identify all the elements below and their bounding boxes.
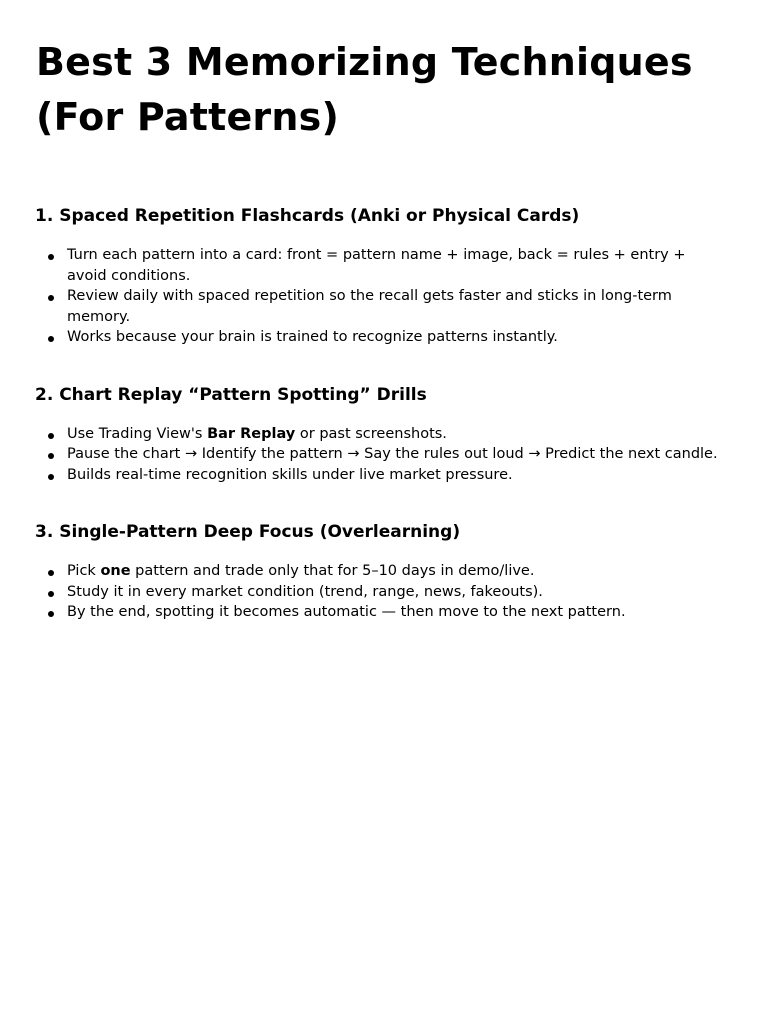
list-item-text-bold: Bar Replay (207, 425, 296, 442)
list-item (36, 424, 728, 445)
list-item (36, 602, 728, 623)
list-item (36, 561, 728, 582)
list-item-text-pre: Pick (67, 563, 101, 579)
bullet-dot-icon (48, 453, 54, 459)
list-item-text: By the end, spotting it becomes automatic — then move to the next pattern. (67, 604, 626, 620)
list-item-text: Study it in every market condition (trend, range, news, fakeouts). (67, 583, 543, 600)
list-item-text: Works because your brain is trained to recognize patterns instantly. (67, 329, 558, 345)
technique-section-2 (36, 382, 728, 486)
list-item-text-bold: one (100, 563, 131, 579)
page-title-line-2: (For Patterns) (36, 95, 340, 139)
bullet-dot-icon (48, 474, 54, 480)
technique-section-3 (36, 519, 728, 623)
bullet-dot-icon (48, 570, 54, 576)
bullet-list (36, 424, 728, 486)
list-item-text-post: pattern and trade only that for 5–10 days in demo/live. (130, 563, 535, 579)
list-item-text: Pause the chart → Identify the pattern → Say the rules out loud → Predict the next candle. (67, 446, 718, 462)
page-title-line-1: Best 3 Memorizing Techniques (36, 40, 693, 84)
list-item (36, 582, 728, 603)
list-item (36, 327, 728, 348)
section-heading: 3. Single-Pattern Deep Focus (Overlearning) (35, 522, 461, 542)
bullet-dot-icon (48, 254, 54, 260)
list-item-text: Builds real-time recognition skills under live market pressure. (67, 466, 513, 483)
bullet-dot-icon (48, 433, 54, 439)
list-item (36, 286, 728, 327)
bullet-dot-icon (48, 591, 54, 597)
page-title (36, 35, 728, 145)
list-item-text-pre: Use Trading View's (67, 425, 208, 442)
bullet-list (36, 561, 728, 623)
list-item-text-post: or past screenshots. (295, 425, 447, 442)
section-heading: 2. Chart Replay “Pattern Spotting” Drills (35, 384, 427, 405)
list-item (36, 465, 728, 486)
list-item-text: Review daily with spaced repetition so the recall gets faster and sticks in long-term memory. (67, 288, 672, 325)
bullet-dot-icon (48, 336, 54, 342)
list-item (36, 444, 728, 465)
bullet-list (36, 245, 728, 348)
list-item (36, 245, 728, 286)
list-item-text: Turn each pattern into a card: front = pattern name + image, back = rules + entry + avoid conditions. (67, 247, 686, 284)
bullet-dot-icon (48, 295, 54, 301)
technique-section-1 (36, 203, 728, 348)
bullet-dot-icon (48, 611, 54, 617)
section-heading: 1. Spaced Repetition Flashcards (Anki or Physical Cards) (35, 206, 580, 226)
